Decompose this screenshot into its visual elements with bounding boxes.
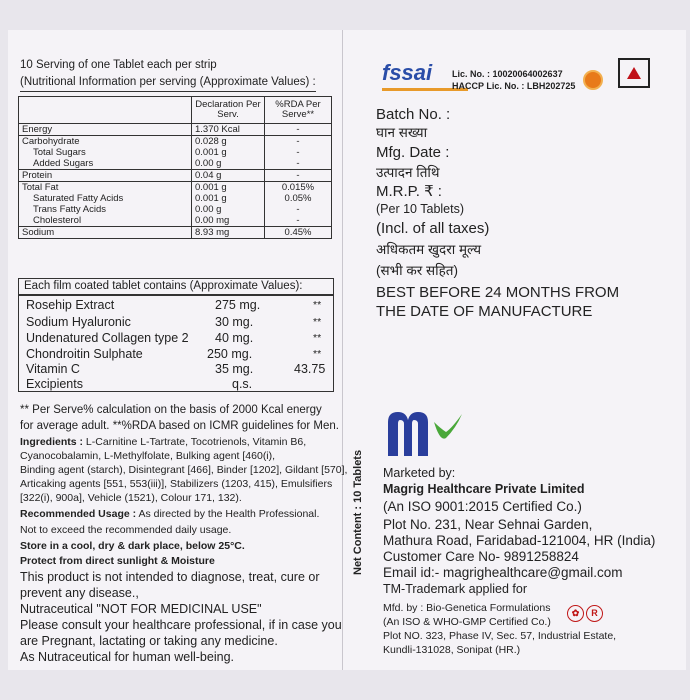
r-mark-icon: R [586,605,603,622]
consult-text-2: are Pregnant, lactating or taking any medicine. [20,634,278,648]
nutrient-name: Carbohydrate [19,136,192,148]
nutrient-rda: - [265,204,332,215]
nutrient-value: 0.00 mg [192,215,265,227]
usage-label: Recommended Usage : [20,508,137,520]
nutrient-value: 0.028 g [192,136,265,148]
mrp-label: M.R.P. ₹ : [376,183,442,200]
nutrient-name: Energy [19,124,192,136]
nutrient-value: 0.00 g [192,158,265,170]
best-before-2: THE DATE OF MANUFACTURE [376,303,593,320]
nutrient-rda: 0.05% [265,193,332,204]
content-name: Chondroitin Sulphate [26,347,143,361]
not-exceed-text: Not to exceed the recommended daily usage. [20,524,232,536]
nutrient-value: 0.001 g [192,193,265,204]
content-name: Excipients [26,377,83,391]
diagnose-text-1: This product is not intended to diagnose, treat, cure or [20,570,320,584]
footnote-1: ** Per Serve% calculation on the basis of 2000 Kcal energy [20,404,322,416]
usage-line [20,509,319,520]
storage-text: Store in a cool, dry & dark place, below 25°C. [20,540,245,552]
mfd-line-1: Mfd. by : Bio-Genetica Formulations [383,602,551,614]
email-text: Email id:- magrighealthcare@gmail.com [383,565,623,580]
content-name: Vitamin C [26,362,80,376]
certification-icons [567,603,607,623]
nutrient-rda: - [265,170,332,182]
customer-care: Customer Care No- 9891258824 [383,549,579,564]
diagnose-text-2: prevent any disease., [20,586,139,600]
company-name: Magrig Healthcare Private Limited [383,482,585,496]
content-rda: ** [313,316,322,328]
mfd-line-2: (An ISO & WHO-GMP Certified Co.) [383,616,551,628]
content-amount: 250 mg. [207,347,253,361]
nutrition-table [18,96,332,239]
certification-badge-icon [583,70,603,90]
marketed-by-label: Marketed by: [383,466,456,480]
heading-underline [20,91,316,92]
address-line-2: Mathura Road, Faridabad-121004, HR (India) [383,533,656,548]
nutrient-name: Total Fat [19,182,192,194]
ingredients-line: Articaking agents [551, 553(iii)], Stabilizers (1203, 415), Emulsifiers [20,478,333,490]
ingredients-line: [322(i), 900a], Vehicle (1521), Colour 171, 132). [20,492,242,504]
nutrient-value: 0.00 g [192,204,265,215]
magrig-logo-icon [384,408,464,458]
content-amount: 35 mg. [215,362,254,376]
nutrient-name: Total Sugars [19,147,192,158]
ingredients-text: L-Carnitine L-Tartrate, Tocotrienols, Vitamin B6, [83,436,307,448]
nutrition-heading: (Nutritional Information per serving (Approximate Values) : [20,76,316,88]
ingredients-line-1 [20,437,306,448]
nutrient-value: 8.93 mg [192,227,265,239]
panel-divider [342,30,343,670]
incl-taxes: (Incl. of all taxes) [376,220,490,237]
nutrient-value: 0.001 g [192,147,265,158]
rda-header: %RDA Per Serve** [265,97,332,124]
nutrient-value: 0.001 g [192,182,265,194]
mfg-date-label-hindi: उत्पादन तिथि [376,165,440,180]
max-price-hindi: अधिकतम खुदरा मूल्य [376,242,482,257]
nutraceutical-text: Nutraceutical "NOT FOR MEDICINAL USE" [20,602,262,616]
lic-number: Lic. No. : 10020064002637 [452,69,563,79]
content-name: Sodium Hyaluronic [26,315,131,329]
nutrient-rda: - [265,136,332,148]
quality-seal-icon: ✿ [567,605,584,622]
trademark-text: TM-Trademark applied for [383,582,528,596]
nutrient-rda: 0.45% [265,227,332,239]
content-rda: ** [313,348,322,360]
fssai-logo: fssai [382,60,433,85]
footnote-2: for average adult. **%RDA based on ICMR guidelines for Men. [20,420,339,432]
ingredients-line: Cyanocobalamin, L-Methylfolate, Bulking agent [460(i), [20,450,276,462]
consult-text-1: Please consult your healthcare professional, if in case you [20,618,342,632]
ingredients-label: Ingredients : [20,436,84,448]
batch-label-hindi: घान सख्या [376,125,428,140]
best-before-1: BEST BEFORE 24 MONTHS FROM [376,284,620,301]
content-amount: q.s. [232,377,253,391]
mfd-line-4: Kundli-131028, Sonipat (HR.) [383,644,521,656]
nutrient-rda: - [265,124,332,136]
content-name: Undenatured Collagen type 2 [26,331,189,345]
nutrient-name: Added Sugars [19,158,192,170]
address-line-1: Plot No. 231, Near Sehnai Garden, [383,517,593,532]
warning-triangle-icon [618,58,650,88]
net-content: Net Content : 10 Tablets [352,449,364,575]
mfg-date-label: Mfg. Date : [376,144,450,161]
content-name: Rosehip Extract [26,298,115,312]
haccp-number: HACCP Lic. No. : LBH202725 [452,81,576,91]
iso-text: (An ISO 9001:2015 Certified Co.) [383,499,582,514]
content-rda: 43.75 [294,362,326,376]
protect-text: Protect from direct sunlight & Moisture [20,555,215,567]
nutrient-name: Protein [19,170,192,182]
nutrient-name: Cholesterol [19,215,192,227]
usage-text: As directed by the Health Professional. [136,508,320,520]
nutrient-value: 1.370 Kcal [192,124,265,136]
nutrient-name: Saturated Fatty Acids [19,193,192,204]
nutrient-name: Sodium [19,227,192,239]
contents-rule [18,294,334,296]
nutrient-name: Trans Fatty Acids [19,204,192,215]
ingredients-line: Binding agent (starch), Disintegrant [466], Binder [1202], Gildant [570], [20,464,348,476]
nutrient-rda: 0.015% [265,182,332,194]
content-amount: 40 mg. [215,331,254,345]
per-10-tablets: (Per 10 Tablets) [376,202,465,216]
batch-label: Batch No. : [376,106,451,123]
nutrient-rda: - [265,215,332,227]
nutrient-rda: - [265,147,332,158]
contains-heading: Each film coated tablet contains (Approximate Values): [24,280,303,292]
table-corner [19,97,192,124]
serving-line: 10 Serving of one Tablet each per strip [20,59,217,71]
content-rda: ** [313,299,322,311]
mfd-line-3: Plot NO. 323, Phase IV, Sec. 57, Industrial Estate, [383,630,617,642]
content-rda: ** [313,332,322,344]
nutrient-rda: - [265,158,332,170]
declaration-header: Declaration Per Serv. [192,97,265,124]
content-amount: 30 mg. [215,315,254,329]
content-amount: 275 mg. [215,298,261,312]
incl-taxes-hindi: (सभी कर सहित) [376,263,458,278]
wellbeing-text: As Nutraceutical for human well-being. [20,650,234,664]
nutrient-value: 0.04 g [192,170,265,182]
